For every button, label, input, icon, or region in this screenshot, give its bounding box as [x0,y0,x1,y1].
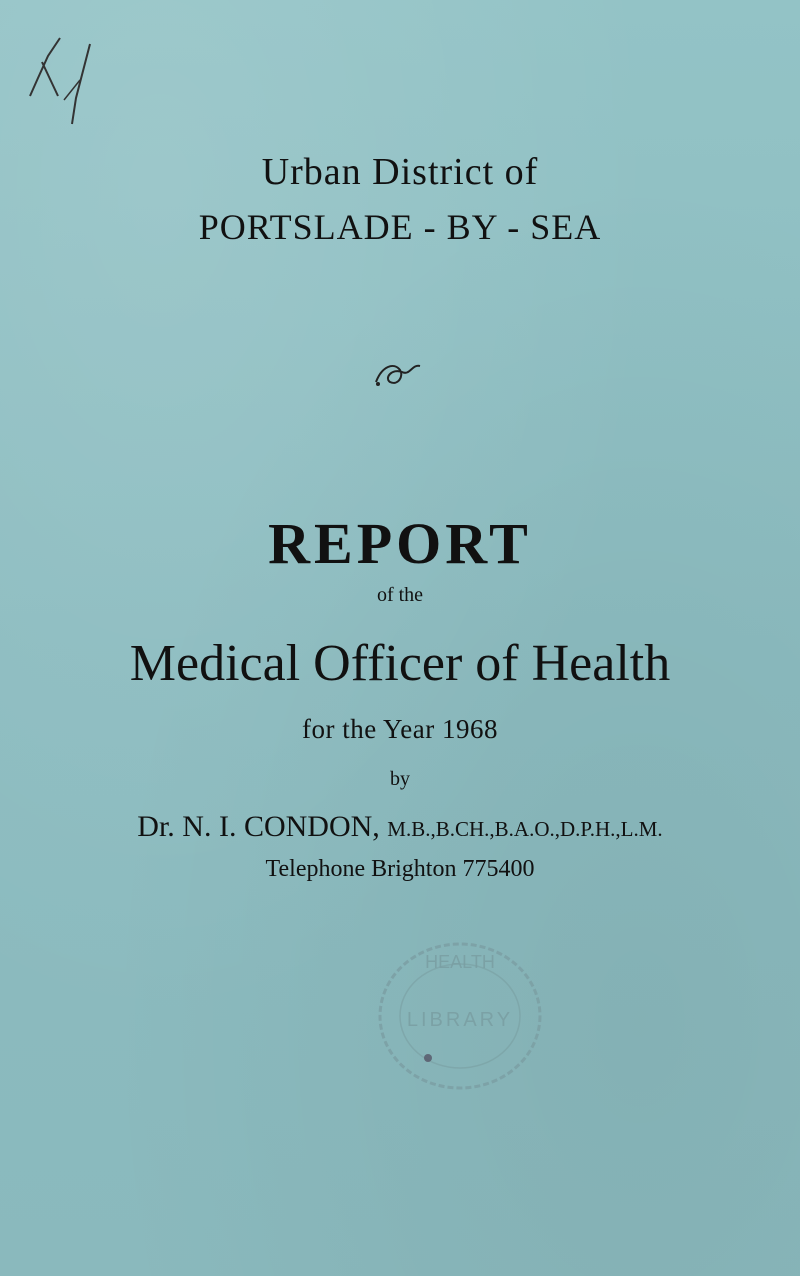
handwritten-mark [0,0,110,140]
stamp-text-top: HEALTH [425,952,495,972]
stamp-text-center: LIBRARY [406,1009,514,1031]
printer-ornament-icon [370,356,430,396]
of-the-text: of the [376,584,424,606]
by-text: by [390,768,410,790]
subject-heading: Medical Officer of Health [129,635,671,692]
library-stamp [360,928,560,1108]
author-qualifications: M.B.,B.CH.,B.A.O.,D.P.H.,L.M. [387,817,663,841]
title-line-portslade: PORTSLADE - BY - SEA [198,207,602,247]
year-line: for the Year 1968 [302,714,498,744]
author-line [0,810,800,844]
author-name: Dr. N. I. CONDON, [137,810,380,843]
title-line-urban-district: Urban District of [261,151,539,193]
report-heading: REPORT [268,511,532,576]
telephone-line: Telephone Brighton 775400 [265,856,535,882]
